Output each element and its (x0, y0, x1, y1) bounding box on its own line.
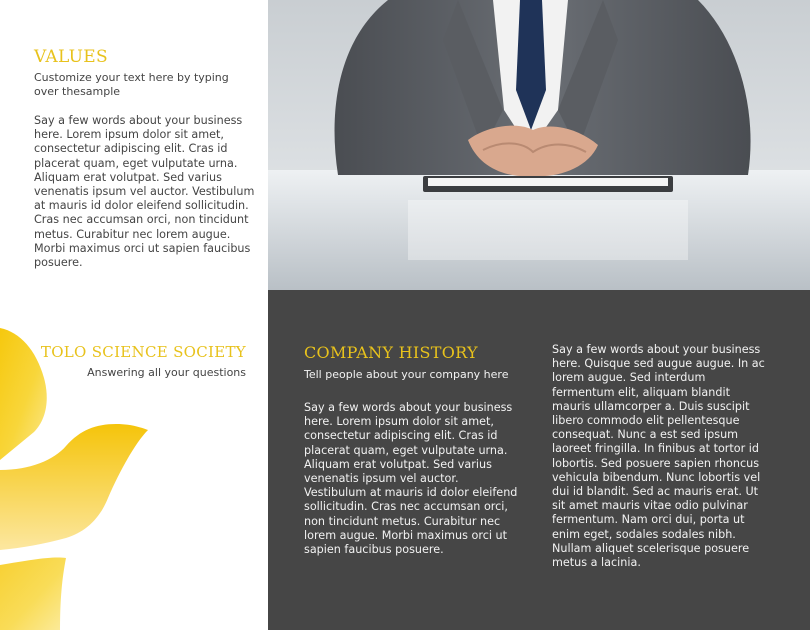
values-body: Say a few words about your business here. Lorem ipsum dolor sit amet, consectetur adipiscing elit. Cras id placerat quam, eget vulputate urna. Aliquam erat volutpat. Sed varius venenatis ipsum vel auctor. Vestibulum at mauris id dolor eleifend sollicitudin. Cras nec accumsan orci, non tincidunt metus. Curabitur nec lorem augue. Morbi maximus orci ut sapien faucibus posuere. (34, 114, 255, 270)
businessman-illustration (268, 0, 810, 290)
history-title: COMPANY HISTORY (304, 343, 478, 362)
society-subtitle: Answering all your questions (87, 366, 246, 379)
society-title: TOLO SCIENCE SOCIETY (40, 343, 246, 361)
history-subtitle: Tell people about your company here (304, 368, 509, 381)
history-body-right: Say a few words about your business here. Quisque sed augue augue. In ac lorem augue. Sed interdum fermentum elit, aliquam blandit mauris ullamcorper a. Duis suscipit libero commodo elit pellentesque consequat. Nunc a est sed ipsum laoreet fringilla. In finibus at tortor id lobortis. Sed posuere sapien rhoncus vehicula bibendum. Nunc lobortis vel dui id blandit. Sed ac mauris erat. Ut sit amet mauris vitae odio pulvinar fermentum. Nam orci dui, porta ut enim eget, sodales sodales nibh. Nullam aliquet scelerisque posuere metus a lacinia. (552, 343, 765, 570)
values-title: VALUES (34, 47, 108, 67)
businessman-photo (268, 0, 810, 290)
company-history-panel (268, 290, 810, 630)
history-body-left: Say a few words about your business here. Lorem ipsum dolor sit amet, consectetur adipiscing elit. Cras id placerat quam, eget vulputate urna. Aliquam erat volutpat. Sed varius venenatis ipsum vel auctor. Vestibulum at mauris id dolor eleifend sollicitudin. Cras nec accumsan orci, non tincidunt metus. Curabitur nec lorem augue. Morbi maximus orci ut sapien faucibus posuere. (304, 401, 518, 557)
left-panel (0, 0, 268, 630)
values-subtitle: Customize your text here by typing over thesample (34, 71, 229, 98)
